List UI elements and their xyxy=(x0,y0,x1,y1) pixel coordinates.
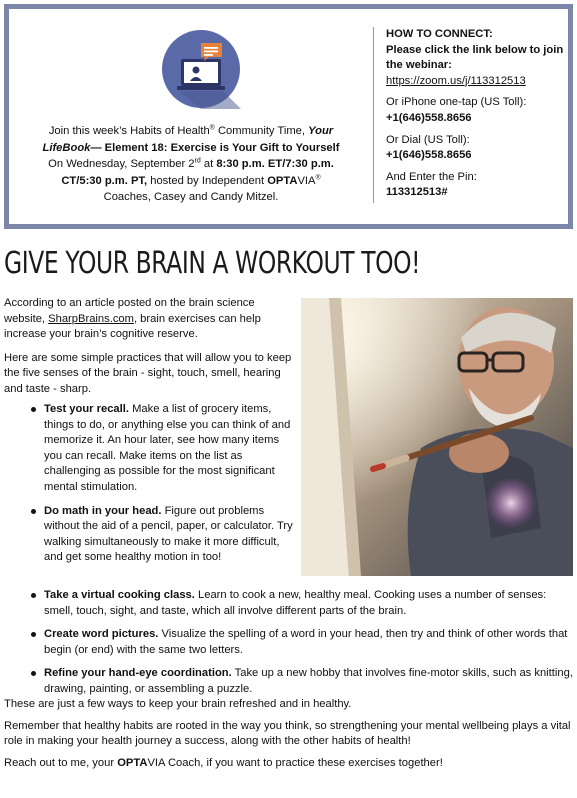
closing-paragraph-2: Remember that healthy habits are rooted in the way you think, so strengthening your mental wellbeing plays a vital role in making your health journey a success, along with the other habits of health! xyxy=(4,719,571,748)
closing-section xyxy=(4,697,573,777)
connect-instruction: Please click the link below to join the webinar: xyxy=(386,43,564,72)
closing-p3-text: Reach out to me, your xyxy=(4,756,118,769)
webinar-laptop-chat-icon xyxy=(161,29,241,109)
zoom-link[interactable]: https://zoom.us/j/113312513 xyxy=(386,74,526,87)
header-divider xyxy=(373,27,374,203)
closing-paragraph-3 xyxy=(4,756,573,772)
connect-instructions xyxy=(386,27,566,201)
bullet-heading: Create word pictures. xyxy=(44,628,159,641)
coaches-names: Coaches, Casey and Candy Mitzel. xyxy=(103,191,279,204)
intro-section xyxy=(4,296,294,406)
bullet-text: Visualize the spelling of a word in your head, then try and think of other words that begin (or end) with the same two letters. xyxy=(44,628,568,656)
bullet-heading: Take a virtual cooking class. xyxy=(44,589,195,601)
dial-label: Or Dial (US Toll): xyxy=(386,133,470,146)
closing-p3-text-end: Coach, if you want to practice these exercises together! xyxy=(164,756,443,769)
intro-p1-text: According to an article posted on the brain science website, xyxy=(4,297,255,325)
list-item xyxy=(4,402,294,496)
registered-mark: ® xyxy=(209,124,215,132)
pin-number: 113312513# xyxy=(386,186,448,199)
intro-paragraph-2: Here are some simple practices that will allow you to keep the five senses of the brain - sight, touch, smell, hearing and taste - sharp. xyxy=(4,351,292,395)
event-date: On Wednesday, September 2 xyxy=(48,158,195,171)
lifebook-title-part2: LifeBook xyxy=(42,141,91,154)
iphone-label: Or iPhone one-tap (US Toll): xyxy=(386,96,527,109)
event-text xyxy=(15,123,367,206)
brand-light: VIA xyxy=(147,756,165,769)
practice-list-narrow xyxy=(4,402,294,574)
date-suffix: rd xyxy=(194,157,201,165)
bullet-text: Make a list of grocery items, things to do, or anything else you can think of and memorize it. An hour later, see how many items you can recall. Make items on the list as challenging as possible for the most significant mental stimulation. xyxy=(44,403,291,493)
brand-bold: OPTA xyxy=(267,174,298,187)
list-item xyxy=(4,627,573,658)
event-time-1: 8:30 p.m. ET/7:30 p.m. xyxy=(216,158,334,171)
webinar-info-box xyxy=(4,4,573,229)
pin-label: And Enter the Pin: xyxy=(386,170,477,183)
bullet-heading: Do math in your head. xyxy=(44,504,162,517)
bullet-text: Figure out problems without the aid of a pencil, paper, or calculator. Try walking simultaneously to make it more difficult, and get some healthy motion in too! xyxy=(44,504,293,564)
brand-light: VIA xyxy=(297,174,316,187)
registered-mark-2: ® xyxy=(315,174,321,182)
connect-heading: HOW TO CONNECT: xyxy=(386,28,493,40)
lifebook-title-part1: Your xyxy=(308,125,334,137)
practice-list-wide xyxy=(4,588,573,706)
hosted-by: hosted by Independent xyxy=(147,174,268,187)
intro-p1-text-end: , brain exercises can help increase your brain’s cognitive reserve. xyxy=(4,312,261,341)
list-item xyxy=(4,504,294,566)
intro-paragraph-1 xyxy=(4,296,294,343)
at-text: at xyxy=(200,158,217,171)
list-item xyxy=(4,666,573,697)
element-title: — Element 18: Exercise is Your Gift to Yourself xyxy=(90,141,340,154)
brand-bold: OPTA xyxy=(117,756,148,769)
elderly-man-painting-photo xyxy=(301,298,573,576)
dial-number: +1(646)558.8656 xyxy=(386,149,472,162)
event-description xyxy=(15,19,367,215)
bullet-heading: Refine your hand-eye coordination. xyxy=(44,667,232,680)
intro-text: Join this week’s Habits of Health xyxy=(48,125,210,137)
bullet-text: Learn to cook a new, healthy meal. Cooking uses a number of senses: smell, touch, sight, and taste, which all involve different parts of the brain. xyxy=(44,589,547,617)
list-item xyxy=(4,588,573,619)
event-time-2: CT/5:30 p.m. PT, xyxy=(61,174,148,187)
bullet-heading: Test your recall. xyxy=(44,403,129,415)
page-title: GIVE YOUR BRAIN A WORKOUT TOO! xyxy=(4,246,421,281)
intro-text-cont: Community Time, xyxy=(214,125,309,137)
closing-paragraph-1: These are just a few ways to keep your brain refreshed and in healthy. xyxy=(4,698,352,710)
sharpbrains-link[interactable]: SharpBrains.com xyxy=(48,312,134,325)
iphone-number: +1(646)558.8656 xyxy=(386,111,472,124)
bullet-text: Take up a new hobby that involves fine-motor skills, such as knitting, drawing, painting, or assembling a puzzle. xyxy=(44,667,573,695)
